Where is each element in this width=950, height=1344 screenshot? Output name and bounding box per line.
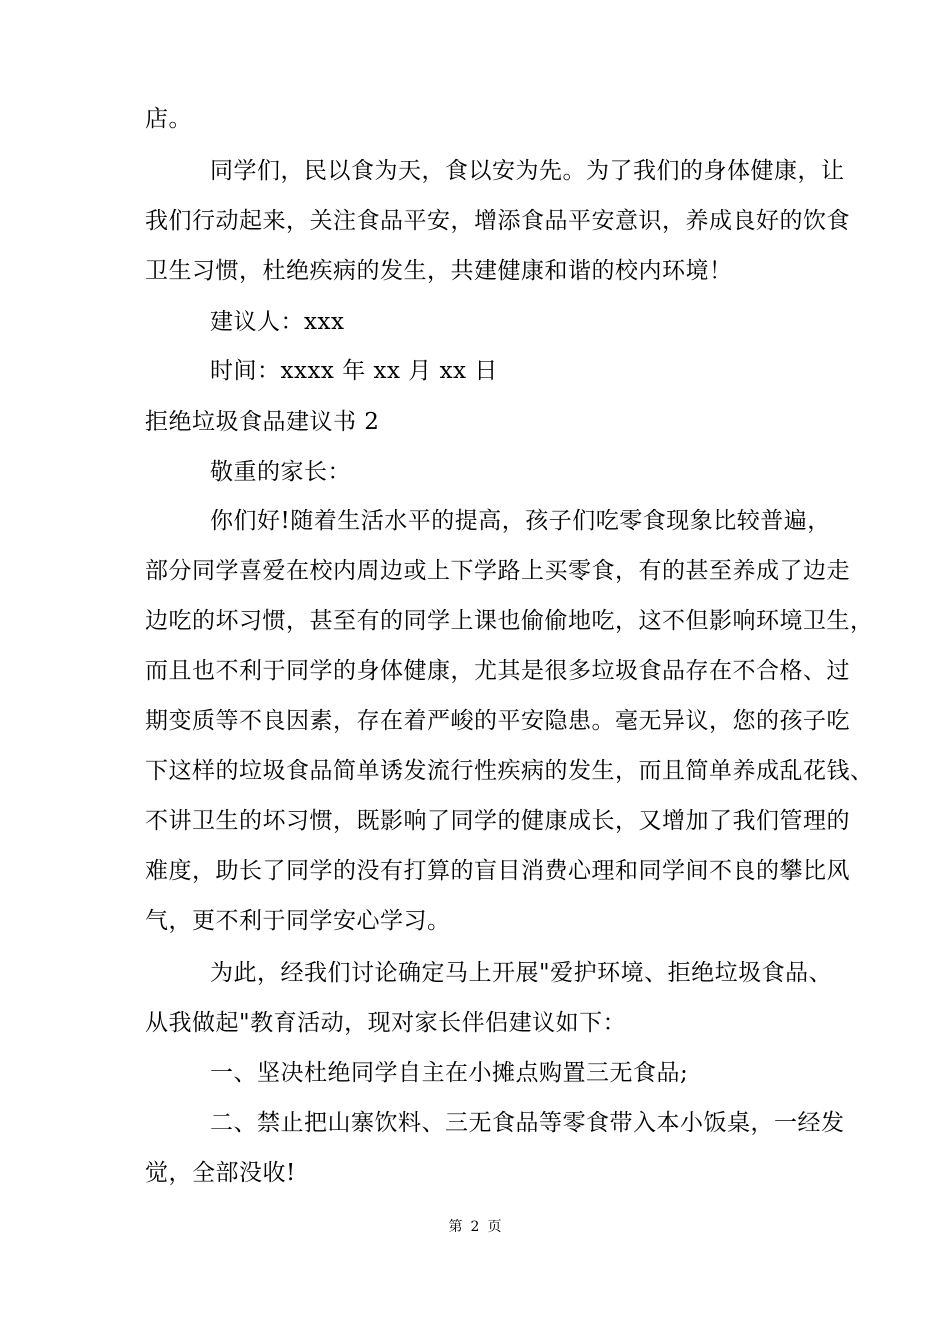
text-line: 一、坚决杜绝同学自主在小摊点购置三无食品; xyxy=(210,1060,689,1086)
signer-line: 建议人：xxx xyxy=(210,309,345,335)
text-line: 我们行动起来，关注食品平安，增添食品平安意识，养成良好的饮食 xyxy=(145,208,850,234)
text-line: 气，更不利于同学安心学习。 xyxy=(145,908,451,934)
text-line: 边吃的坏习惯，甚至有的同学上课也偷偷地吃，这不但影响环境卫生， xyxy=(145,608,874,634)
text-line: 不讲卫生的坏习惯，既影响了同学的健康成长，又增加了我们管理的 xyxy=(145,808,850,834)
salutation: 敬重的家长： xyxy=(210,459,351,485)
text-line: 同学们，民以食为天，食以安为先。为了我们的身体健康，让 xyxy=(210,158,845,184)
text-line: 店。 xyxy=(145,106,192,132)
text-line: 从我做起"教育活动，现对家长伴侣建议如下： xyxy=(145,1010,627,1036)
page-suffix: 页 xyxy=(487,1219,502,1235)
text-line: 部分同学喜爱在校内周边或上下学路上买零食，有的甚至养成了边走 xyxy=(145,558,850,584)
text-line: 为此，经我们讨论确定马上开展"爱护环境、拒绝垃圾食品、 xyxy=(210,960,833,986)
text-line: 你们好!随着生活水平的提高，孩子们吃零食现象比较普遍， xyxy=(210,508,831,534)
text-line: 觉，全部没收! xyxy=(145,1160,296,1186)
text-line: 而且也不利于同学的身体健康，尤其是很多垃圾食品存在不合格、过 xyxy=(145,658,850,684)
page-prefix: 第 xyxy=(448,1219,463,1235)
page-footer xyxy=(0,1218,950,1236)
date-line: 时间：xxxx 年 xx 月 xx 日 xyxy=(210,358,498,384)
text-line: 下这样的垃圾食品简单诱发流行性疾病的发生，而且简单养成乱花钱、 xyxy=(145,758,874,784)
text-line: 二、禁止把山寨饮料、三无食品等零食带入本小饭桌，一经发 xyxy=(210,1110,845,1136)
text-line: 难度，助长了同学的没有打算的盲目消费心理和同学间不良的攀比风 xyxy=(145,858,850,884)
text-line: 期变质等不良因素，存在着严峻的平安隐患。毫无异议，您的孩子吃 xyxy=(145,708,850,734)
section-title: 拒绝垃圾食品建议书 2 xyxy=(145,409,380,435)
text-line: 卫生习惯，杜绝疾病的发生，共建健康和谐的校内环境！ xyxy=(145,258,733,284)
page-number: 2 xyxy=(470,1219,480,1235)
